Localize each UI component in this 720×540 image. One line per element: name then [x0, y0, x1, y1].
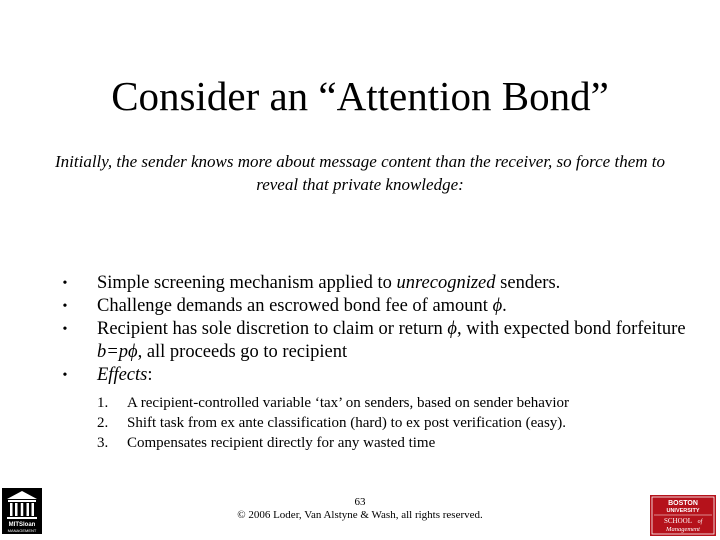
mit-logo-column — [21, 503, 24, 516]
bullet-item — [55, 364, 695, 453]
page-number: 63 — [354, 496, 366, 508]
bullet-text: . — [502, 296, 507, 316]
bullet-text: Recipient has sole discretion to claim or return — [97, 319, 448, 339]
effects-text: A recipient-controlled variable ‘tax’ on senders, based on sender behavior — [127, 395, 570, 411]
bu-logo-line1: BOSTON — [668, 500, 698, 507]
bullet-dot: • — [62, 322, 68, 337]
footer — [0, 496, 720, 522]
effects-number: 2. — [97, 415, 109, 431]
effects-text: Shift task from ex ante classification (hard) to ex post verification (easy). — [127, 415, 567, 431]
bullet-emphasis: Effects — [97, 365, 148, 385]
mit-logo-column — [10, 503, 13, 516]
copyright-text: © 2006 Loder, Van Alstyne & Wash, all rights reserved. — [237, 509, 483, 521]
bu-logo-line2: UNIVERSITY — [666, 508, 700, 514]
mit-logo-subtitle: MANAGEMENT — [7, 528, 37, 533]
bullet-emphasis: ϕ — [447, 319, 457, 339]
bullet-dot: • — [62, 299, 68, 314]
slide-title: Consider an “Attention Bond” — [111, 73, 609, 119]
mit-logo-column — [15, 503, 18, 516]
bullet-item — [55, 295, 695, 318]
bullet-item — [55, 318, 695, 364]
bullet-text: Simple screening mechanism applied to — [97, 273, 397, 293]
slide-subtitle: Initially, the sender knows more about message content than the receiver, so force them to reveal that private knowledge: — [55, 152, 665, 194]
bullet-emphasis: unrecognized — [396, 273, 496, 293]
effects-list — [97, 393, 695, 453]
effects-text: Compensates recipient directly for any wasted time — [127, 435, 436, 451]
bullet-dot: • — [62, 368, 68, 383]
effects-item — [97, 393, 695, 413]
bullet-text: Challenge demands an escrowed bond fee of amount — [97, 296, 493, 316]
mit-sloan-logo — [2, 488, 42, 534]
bullet-emphasis: ϕ — [492, 296, 503, 316]
mit-logo-base — [7, 517, 37, 519]
bullet-text: senders. — [495, 273, 561, 293]
bullet-text: , all proceeds go to recipient — [137, 342, 348, 362]
mit-logo-column — [27, 503, 30, 516]
mit-logo-beam — [8, 500, 36, 502]
bullet-list — [55, 272, 695, 453]
boston-university-logo — [650, 495, 716, 536]
effects-number: 3. — [97, 435, 109, 451]
mit-logo-column — [32, 503, 35, 516]
effects-item — [97, 433, 695, 453]
bullet-text: , with expected bond forfeiture — [456, 319, 686, 339]
mit-logo-name: MITSloan — [8, 522, 36, 528]
bu-logo-line3: SCHOOL — [663, 517, 693, 525]
bullet-dot: • — [62, 276, 68, 291]
bu-logo-line4: of — [697, 519, 703, 525]
effects-number: 1. — [97, 395, 109, 411]
effects-item — [97, 413, 695, 433]
bullet-emphasis: b=pϕ — [97, 342, 138, 362]
bullet-text: : — [147, 365, 153, 385]
bullet-item — [55, 272, 695, 295]
bu-logo-line5: Management — [666, 526, 700, 533]
